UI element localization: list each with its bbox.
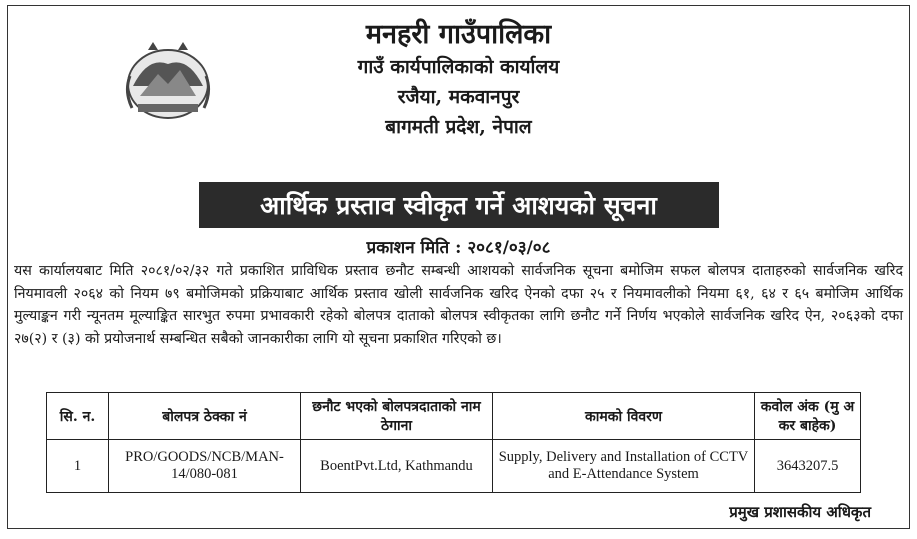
header-sn: सि. न. <box>47 393 109 440</box>
notice-page <box>7 5 910 529</box>
signatory-title: प्रमुख प्रशासकीय अधिकृत <box>729 503 871 521</box>
notice-title-wrap <box>8 182 909 228</box>
cell-bidder: BoentPvt.Ltd, Kathmandu <box>301 440 493 493</box>
cell-work: Supply, Delivery and Installation of CCTV and E-Attendance System <box>493 440 755 493</box>
cell-amount: 3643207.5 <box>755 440 861 493</box>
cell-sn: 1 <box>47 440 109 493</box>
header-bidder: छनौट भएको बोलपत्रदाताको नाम ठेगाना <box>301 393 493 440</box>
notice-body: यस कार्यालयबाट मिति २०८१/०२/३२ गते प्रकाशित प्राविधिक प्रस्ताव छनौट सम्बन्धी आशयको सार्वजनिक सूचना बमोजिम सफल बोलपत्र दाताहरुको सार्वजनिक खरिद नियमावली २०६४ को नियम ७९ बमोजिमको प्रक्रियाबाट आर्थिक प्रस्ताव खोली सार्वजनिक खरिद ऐनको दफा २५ र नियमावलीको नियमा ६१, ६४ र ६५ बमोजिम आर्थिक मुल्याङ्कन गरी न्यूनतम मूल्याङ्कित सारभुत रुपमा प्रभावकारी रहेको बोलपत्र दाताको बोलपत्र स्वीकृतका लागि छनौट गर्ने निर्णय भएकोले सार्वजनिक खरिद ऐन, २०६३को दफा २७(२) र (३) को प्रयोजनार्थ सम्बन्धित सबैको जानकारीका लागि यो सूचना प्रकाशित गरिएको छ। <box>14 263 903 347</box>
table-header-row <box>47 393 861 440</box>
header-contract-no: बोलपत्र ठेक्का नं <box>109 393 301 440</box>
municipality-name: मनहरी गाउँपालिका <box>365 19 552 50</box>
province-country: बागमती प्रदेश, नेपाल <box>385 116 532 138</box>
notice-title: आर्थिक प्रस्ताव स्वीकृत गर्ने आशयको सूचना <box>199 182 719 228</box>
bid-table <box>46 392 861 493</box>
publication-date: प्रकाशन मिति : २०८१/०३/०८ <box>366 238 551 258</box>
header-amount: कवोल अंक (मु अ कर बाहेक) <box>755 393 861 440</box>
office-location: रजैया, मकवानपुर <box>397 86 520 108</box>
cell-contract-no: PRO/GOODS/NCB/MAN-14/080-081 <box>109 440 301 493</box>
office-header <box>8 18 909 142</box>
table-row <box>47 440 861 493</box>
header-work: कामको विवरण <box>493 393 755 440</box>
office-name: गाउँ कार्यपालिकाको कार्यालय <box>357 56 560 78</box>
